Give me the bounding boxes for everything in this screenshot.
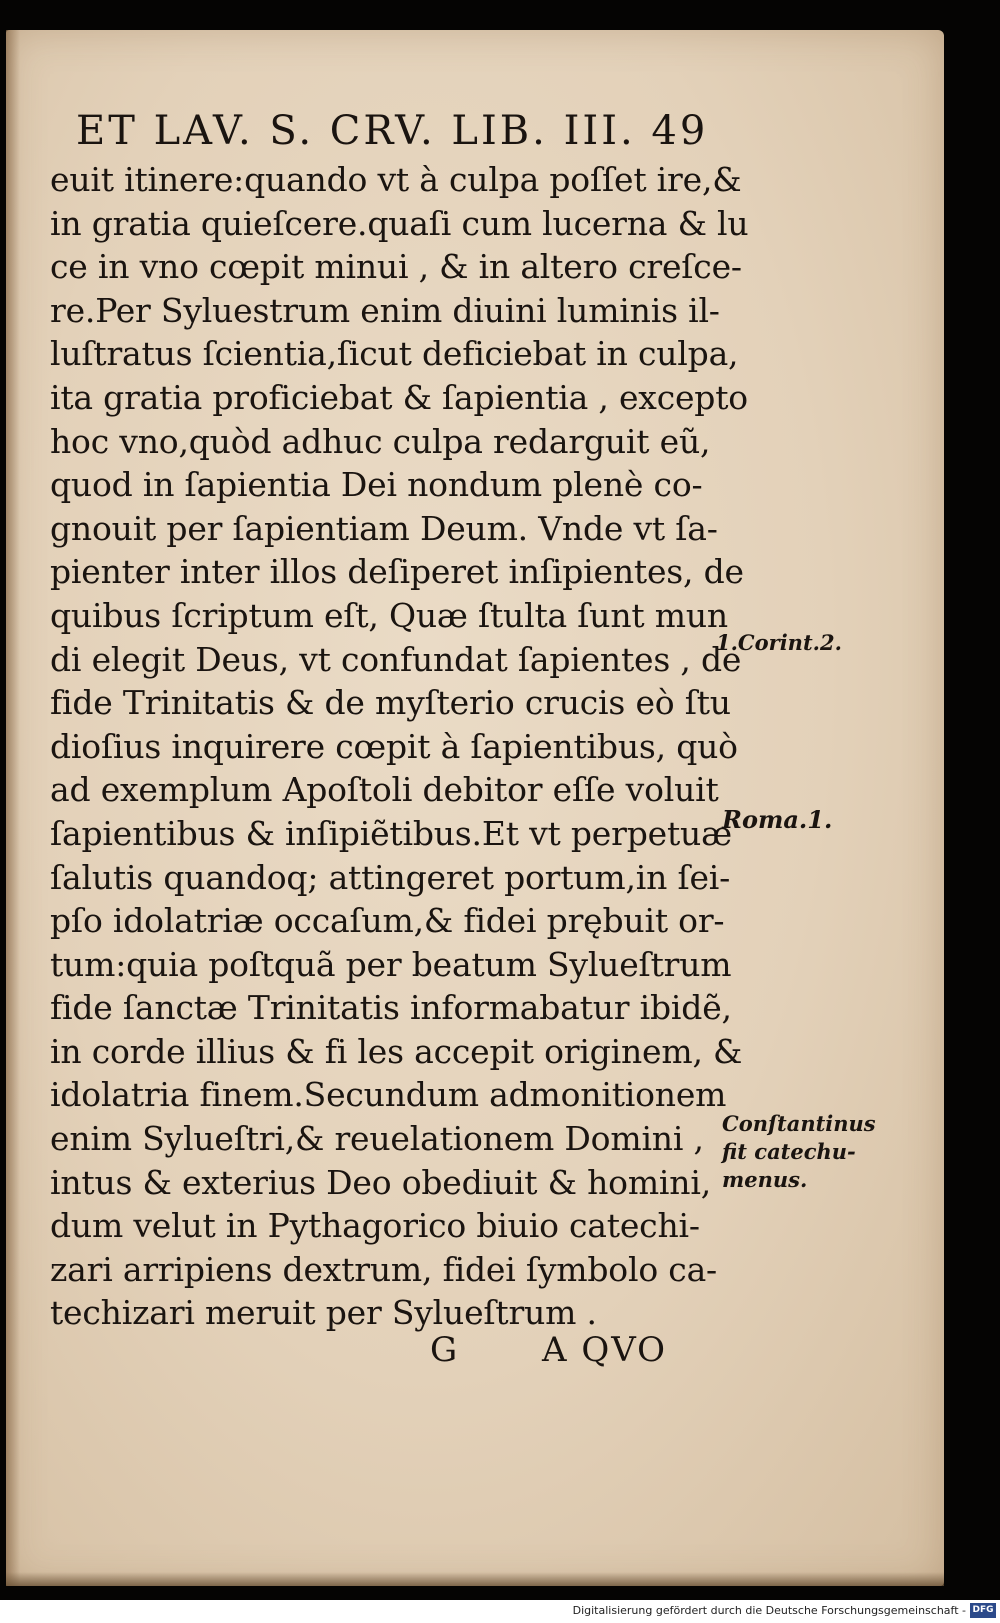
text-line: enim Sylueſtri,& reuelationem Domini , [50,1119,704,1159]
text-line: dioſius inquirere cœpit à ſapientibus, quò [50,726,738,766]
margin-note-corinthians: 1.Corint.2. [716,630,842,655]
signature-line [430,1330,667,1370]
text-line: intus & exterius Deo obediuit & homini, [50,1162,711,1202]
text-line: fide ſanctæ Trinitatis informabatur ibidẽ, [50,988,732,1028]
text-line: pienter inter illos deſiperet inſipientes, de [50,552,744,592]
page-edge-bottom [6,1572,944,1586]
text-line: quibus ſcriptum eſt, Quæ ſtulta ſunt mun [50,595,728,635]
text-line: ſapientibus & inſipiẽtibus.Et vt perpetuæ [50,813,732,853]
text-line: quod in ſapientia Dei nondum plenè co- [50,465,703,505]
text-line: pſo idolatriæ occaſum,& fidei prębuit or- [50,901,725,941]
dfg-logo: DFG [970,1603,996,1618]
margin-note-line: menus. [722,1167,808,1192]
text-line: di elegit Deus, vt confundat ſapientes , de [50,639,742,679]
text-line: dum velut in Pythagorico biuio catechi- [50,1206,700,1246]
text-line: ſalutis quandoq; attingeret portum,in ſei- [50,857,731,897]
text-line: tum:quia poſtquã per beatum Sylueſtrum [50,944,732,984]
margin-note-line: Conſtantinus [722,1111,876,1136]
text-line: gnouit per ſapientiam Deum. Vnde vt ſa- [50,508,718,548]
catchword: A QVO [541,1330,668,1370]
text-line: idolatria finem.Secundum admonitionem [50,1075,727,1115]
text-line: hoc vno,quòd adhuc culpa redarguit eũ, [50,421,711,461]
body-text [50,158,749,1335]
page-edge-left [6,30,20,1586]
running-head: ET LAV. S. CRV. LIB. III. 49 [76,108,709,154]
text-line: euit itinere:quando vt à culpa poſſet ire,& [50,160,742,199]
footer-bar [0,1600,1000,1623]
footer-credit: Digitalisierung gefördert durch die Deutsche Forschungsgemeinschaft - [572,1604,966,1617]
text-line: ita gratia proficiebat & ſapientia , excepto [50,377,748,417]
text-line: techizari meruit per Sylueſtrum . [50,1293,597,1333]
signature-mark: G [430,1330,460,1370]
text-line: ce in vno cœpit minui , & in altero creſce- [50,247,742,287]
text-line: luſtratus ſcientia,ſicut deficiebat in culpa, [50,334,739,374]
margin-note-romans: Roma.1. [722,805,833,834]
margin-note-line: fit catechu- [722,1139,856,1164]
text-line: ad exemplum Apoſtoli debitor eſſe voluit [50,770,719,810]
text-line: fide Trinitatis & de myſterio crucis eò ſtu [50,683,731,723]
text-line: zari arripiens dextrum, fidei ſymbolo ca- [50,1249,717,1289]
text-line: re.Per Syluestrum enim diuini luminis il- [50,290,720,330]
margin-note-constantinus [722,1110,876,1194]
text-line: in gratia quieſcere.quaſi cum lucerna & lu [50,203,749,243]
text-line: in corde illius & fi les accepit originem, & [50,1031,743,1071]
